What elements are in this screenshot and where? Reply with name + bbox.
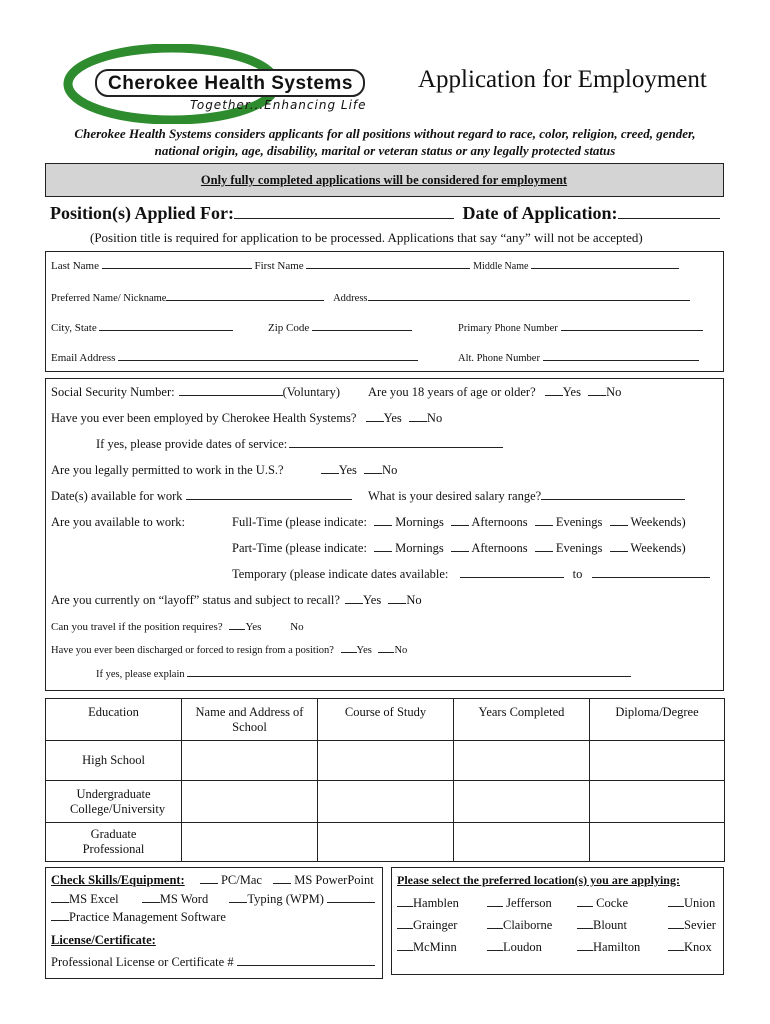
- salary-label: What is your desired salary range?: [368, 489, 542, 503]
- hamilton-check[interactable]: [577, 940, 593, 951]
- primary-phone-label: Primary Phone Number: [458, 323, 558, 334]
- part-time-label: Part-Time (please indicate:: [232, 541, 367, 555]
- dates-of-service-row: [96, 437, 503, 452]
- ssn-label: Social Security Number:: [51, 385, 175, 399]
- legal-yes-check[interactable]: [321, 463, 339, 474]
- table-row: [46, 741, 725, 781]
- travel-no: No: [290, 621, 304, 633]
- salary-row: [368, 489, 685, 504]
- ms-excel-label: MS Excel: [69, 892, 119, 906]
- notice-text: Only fully completed applications will be considered for employment: [200, 173, 568, 187]
- date-of-application-field[interactable]: [618, 204, 720, 219]
- email-field[interactable]: [118, 350, 418, 361]
- email-row: [51, 350, 418, 364]
- education-row-label: Undergraduate College/University: [46, 781, 182, 823]
- education-row-label: Graduate Professional: [46, 823, 182, 862]
- sevier-check[interactable]: [668, 918, 684, 929]
- education-header-3: Years Completed: [454, 699, 590, 741]
- age18-no-check[interactable]: [588, 385, 606, 396]
- education-cell[interactable]: [454, 823, 590, 862]
- pc-mac-check[interactable]: [200, 873, 218, 884]
- ft-weekends-check[interactable]: [610, 515, 628, 526]
- full-time-label: Full-Time (please indicate:: [232, 515, 367, 529]
- temporary-label: Temporary (please indicate dates available:: [232, 567, 449, 581]
- travel-yes: Yes: [245, 621, 262, 633]
- location-union: Union: [684, 896, 716, 910]
- discharged-yes-check[interactable]: [341, 642, 357, 653]
- practice-mgmt-check[interactable]: [51, 910, 69, 921]
- education-row-label: High School: [46, 741, 182, 781]
- education-cell[interactable]: [590, 781, 725, 823]
- preferred-name-row: [51, 290, 690, 304]
- blount-check[interactable]: [577, 918, 593, 929]
- last-name-label: Last Name: [51, 260, 99, 272]
- middle-name-label: Middle Name: [473, 261, 529, 272]
- logo-name: Cherokee Health Systems: [108, 73, 353, 94]
- license-field[interactable]: [237, 955, 375, 966]
- ft-evenings-check[interactable]: [535, 515, 553, 526]
- pc-mac-label: PC/Mac: [220, 873, 262, 887]
- date-of-application-label: Date of Application:: [462, 203, 618, 223]
- ft-evenings: Evenings: [555, 515, 603, 529]
- ms-powerpoint-check[interactable]: [273, 873, 291, 884]
- location-loudon: Loudon: [503, 940, 542, 954]
- first-name-field[interactable]: [306, 258, 470, 269]
- locations-heading: Please select the preferred location(s) you are applying:: [397, 873, 680, 887]
- education-header-0: Education: [46, 699, 182, 741]
- location-cocke-wrap: [577, 896, 628, 911]
- preferred-name-label: Preferred Name/ Nickname: [51, 293, 167, 304]
- location-grainger: Grainger: [413, 918, 458, 932]
- temp-to-label: to: [572, 567, 583, 581]
- ssn-voluntary: (Voluntary): [282, 385, 340, 399]
- pt-weekends-check[interactable]: [610, 541, 628, 552]
- first-name-label: First Name: [254, 260, 304, 272]
- explain-label: If yes, please explain: [96, 669, 185, 680]
- address-field[interactable]: [368, 290, 690, 301]
- license-row: [51, 955, 375, 970]
- age18-yes: Yes: [562, 385, 581, 399]
- location-row-1: [397, 896, 459, 911]
- location-hamblen: Hamblen: [413, 896, 459, 910]
- location-cocke: Cocke: [596, 896, 629, 910]
- travel-yes-check[interactable]: [229, 619, 245, 630]
- education-cell[interactable]: [318, 823, 454, 862]
- cocke-check[interactable]: [577, 896, 593, 907]
- ft-mornings: Mornings: [395, 515, 444, 529]
- license-heading: License/Certificate:: [51, 933, 156, 947]
- location-jefferson: Jefferson: [506, 896, 552, 910]
- logo: [62, 44, 372, 124]
- discharged-yes: Yes: [356, 645, 372, 656]
- zip-label: Zip Code: [268, 322, 310, 334]
- grainger-check[interactable]: [397, 918, 413, 929]
- preferred-name-field[interactable]: [166, 290, 324, 301]
- ms-excel-check[interactable]: [51, 892, 69, 903]
- employed-yes: Yes: [383, 411, 402, 425]
- position-label: Position(s) Applied For:: [50, 203, 235, 223]
- middle-name-field[interactable]: [531, 258, 679, 269]
- location-hamilton: Hamilton: [593, 940, 641, 954]
- dates-of-service-field[interactable]: [289, 437, 503, 448]
- pt-mornings-check[interactable]: [374, 541, 392, 552]
- page-title: Application for Employment: [418, 66, 707, 93]
- employed-no: No: [426, 411, 443, 425]
- last-name-field[interactable]: [102, 258, 252, 269]
- city-state-field[interactable]: [99, 320, 233, 331]
- education-cell[interactable]: [318, 741, 454, 781]
- layoff-no: No: [406, 593, 422, 607]
- location-knox-wrap: [668, 940, 712, 955]
- typing-wpm-field[interactable]: [327, 892, 375, 903]
- education-cell[interactable]: [182, 781, 318, 823]
- legal-yes: Yes: [338, 463, 357, 477]
- discharged-no-check[interactable]: [378, 642, 394, 653]
- intro-line-2: national origin, age, disability, marital or veteran status or any legally protected status: [154, 143, 616, 158]
- pt-weekends: Weekends): [630, 541, 686, 555]
- employed-before-label: Have you ever been employed by Cherokee Health Systems?: [51, 411, 357, 425]
- layoff-label: Are you currently on “layoff” status and subject to recall?: [51, 593, 340, 607]
- typing-label: Typing (WPM): [247, 892, 324, 906]
- alt-phone-field[interactable]: [543, 350, 699, 361]
- age18-row: [368, 385, 621, 400]
- layoff-row: [51, 593, 422, 608]
- ft-afternoons-check[interactable]: [451, 515, 469, 526]
- dates-available-field[interactable]: [186, 489, 352, 500]
- employed-before-row: [51, 411, 442, 426]
- location-mcminn: McMinn: [413, 940, 457, 954]
- skills-row-1: [51, 873, 374, 888]
- explain-row: [96, 666, 631, 680]
- license-label: Professional License or Certificate #: [51, 955, 234, 969]
- skills-row-3: [51, 910, 226, 925]
- age18-no: No: [606, 385, 622, 399]
- legal-no: No: [382, 463, 398, 477]
- typing-check[interactable]: [229, 892, 247, 903]
- legally-permitted-row: [51, 463, 397, 478]
- location-union-wrap: [668, 896, 715, 911]
- city-state-row: [51, 320, 233, 334]
- discharged-row: [51, 642, 407, 656]
- travel-label: Can you travel if the position requires?: [51, 621, 223, 633]
- position-field[interactable]: [234, 204, 454, 219]
- mcminn-check[interactable]: [397, 940, 413, 951]
- education-cell[interactable]: [318, 781, 454, 823]
- education-cell[interactable]: [454, 781, 590, 823]
- intro-line-1: Cherokee Health Systems considers applicants for all positions without regard to race, color, religion, creed, gender,: [74, 126, 696, 141]
- ms-word-label: MS Word: [159, 892, 209, 906]
- ms-powerpoint-label: MS PowerPoint: [294, 873, 374, 887]
- location-grainger-wrap: [397, 918, 457, 933]
- travel-row: [51, 619, 304, 633]
- education-header-4: Diploma/Degree: [590, 699, 725, 741]
- city-state-label: City, State: [51, 322, 97, 334]
- ms-word-check[interactable]: [142, 892, 160, 903]
- education-table: [45, 698, 725, 862]
- location-knox: Knox: [684, 940, 712, 954]
- education-cell[interactable]: [454, 741, 590, 781]
- zip-field[interactable]: [312, 320, 412, 331]
- pt-evenings: Evenings: [555, 541, 603, 555]
- education-cell[interactable]: [590, 823, 725, 862]
- alt-phone-row: [458, 350, 699, 364]
- ssn-row: [51, 385, 340, 400]
- legal-no-check[interactable]: [364, 463, 382, 474]
- position-row: [50, 203, 720, 224]
- pt-afternoons: Afternoons: [471, 541, 528, 555]
- ft-weekends: Weekends): [630, 515, 686, 529]
- table-row: [46, 823, 725, 862]
- discharged-no: No: [394, 645, 408, 656]
- dates-of-service-label: If yes, please provide dates of service:: [96, 437, 288, 451]
- education-header-2: Course of Study: [318, 699, 454, 741]
- logo-tagline: Together...Enhancing Life: [190, 98, 367, 112]
- hamblen-check[interactable]: [397, 896, 413, 907]
- last-name-row: [51, 258, 679, 272]
- temp-from-field[interactable]: [460, 567, 564, 578]
- location-jefferson-wrap: [487, 896, 552, 911]
- location-blount-wrap: [577, 918, 627, 933]
- employed-yes-check[interactable]: [366, 411, 384, 422]
- discharged-label: Have you ever been discharged or forced to resign from a position?: [51, 645, 334, 656]
- layoff-yes-check[interactable]: [345, 593, 363, 604]
- skills-heading: Check Skills/Equipment:: [51, 873, 185, 887]
- location-claiborne-wrap: [487, 918, 552, 933]
- explain-field[interactable]: [187, 666, 631, 677]
- address-label: Address: [333, 293, 368, 304]
- claiborne-check[interactable]: [487, 918, 503, 929]
- jefferson-check[interactable]: [487, 896, 503, 907]
- location-claiborne: Claiborne: [503, 918, 553, 932]
- layoff-no-check[interactable]: [388, 593, 406, 604]
- union-check[interactable]: [668, 896, 684, 907]
- loudon-check[interactable]: [487, 940, 503, 951]
- age18-yes-check[interactable]: [545, 385, 563, 396]
- age18-label: Are you 18 years of age or older?: [368, 385, 536, 399]
- salary-field[interactable]: [541, 489, 685, 500]
- education-header-1: Name and Address of School: [182, 699, 318, 741]
- education-header-row: [46, 699, 725, 741]
- zip-row: [268, 320, 412, 334]
- notice-box: [45, 163, 724, 197]
- table-row: [46, 781, 725, 823]
- practice-mgmt-label: Practice Management Software: [69, 910, 226, 924]
- layoff-yes: Yes: [363, 593, 382, 607]
- education-cell[interactable]: [182, 823, 318, 862]
- location-loudon-wrap: [487, 940, 542, 955]
- location-blount: Blount: [593, 918, 628, 932]
- location-sevier-wrap: [668, 918, 716, 933]
- temp-to-field[interactable]: [592, 567, 710, 578]
- location-mcminn-wrap: [397, 940, 457, 955]
- ft-afternoons: Afternoons: [471, 515, 528, 529]
- ft-mornings-check[interactable]: [374, 515, 392, 526]
- pt-mornings: Mornings: [395, 541, 444, 555]
- pt-afternoons-check[interactable]: [451, 541, 469, 552]
- email-label: Email Address: [51, 352, 116, 364]
- education-cell[interactable]: [590, 741, 725, 781]
- primary-phone-field[interactable]: [561, 320, 703, 331]
- available-to-work-label: Are you available to work:: [51, 515, 185, 529]
- full-time-row: [232, 515, 686, 530]
- legally-permitted-label: Are you legally permitted to work in the U.S.?: [51, 463, 284, 477]
- position-note: (Position title is required for application to be processed. Applications that say “any” will not be accepted): [90, 230, 643, 245]
- skills-row-2: [51, 892, 375, 907]
- dates-available-label: Date(s) available for work: [51, 489, 183, 503]
- temporary-row: [232, 567, 710, 582]
- part-time-row: [232, 541, 686, 556]
- employed-no-check[interactable]: [409, 411, 427, 422]
- location-hamilton-wrap: [577, 940, 640, 955]
- alt-phone-label: Alt. Phone Number: [458, 353, 540, 364]
- pt-evenings-check[interactable]: [535, 541, 553, 552]
- knox-check[interactable]: [668, 940, 684, 951]
- dates-available-row: [51, 489, 352, 504]
- education-cell[interactable]: [182, 741, 318, 781]
- ssn-field[interactable]: [179, 385, 283, 396]
- location-sevier: Sevier: [684, 918, 716, 932]
- primary-phone-row: [458, 320, 703, 334]
